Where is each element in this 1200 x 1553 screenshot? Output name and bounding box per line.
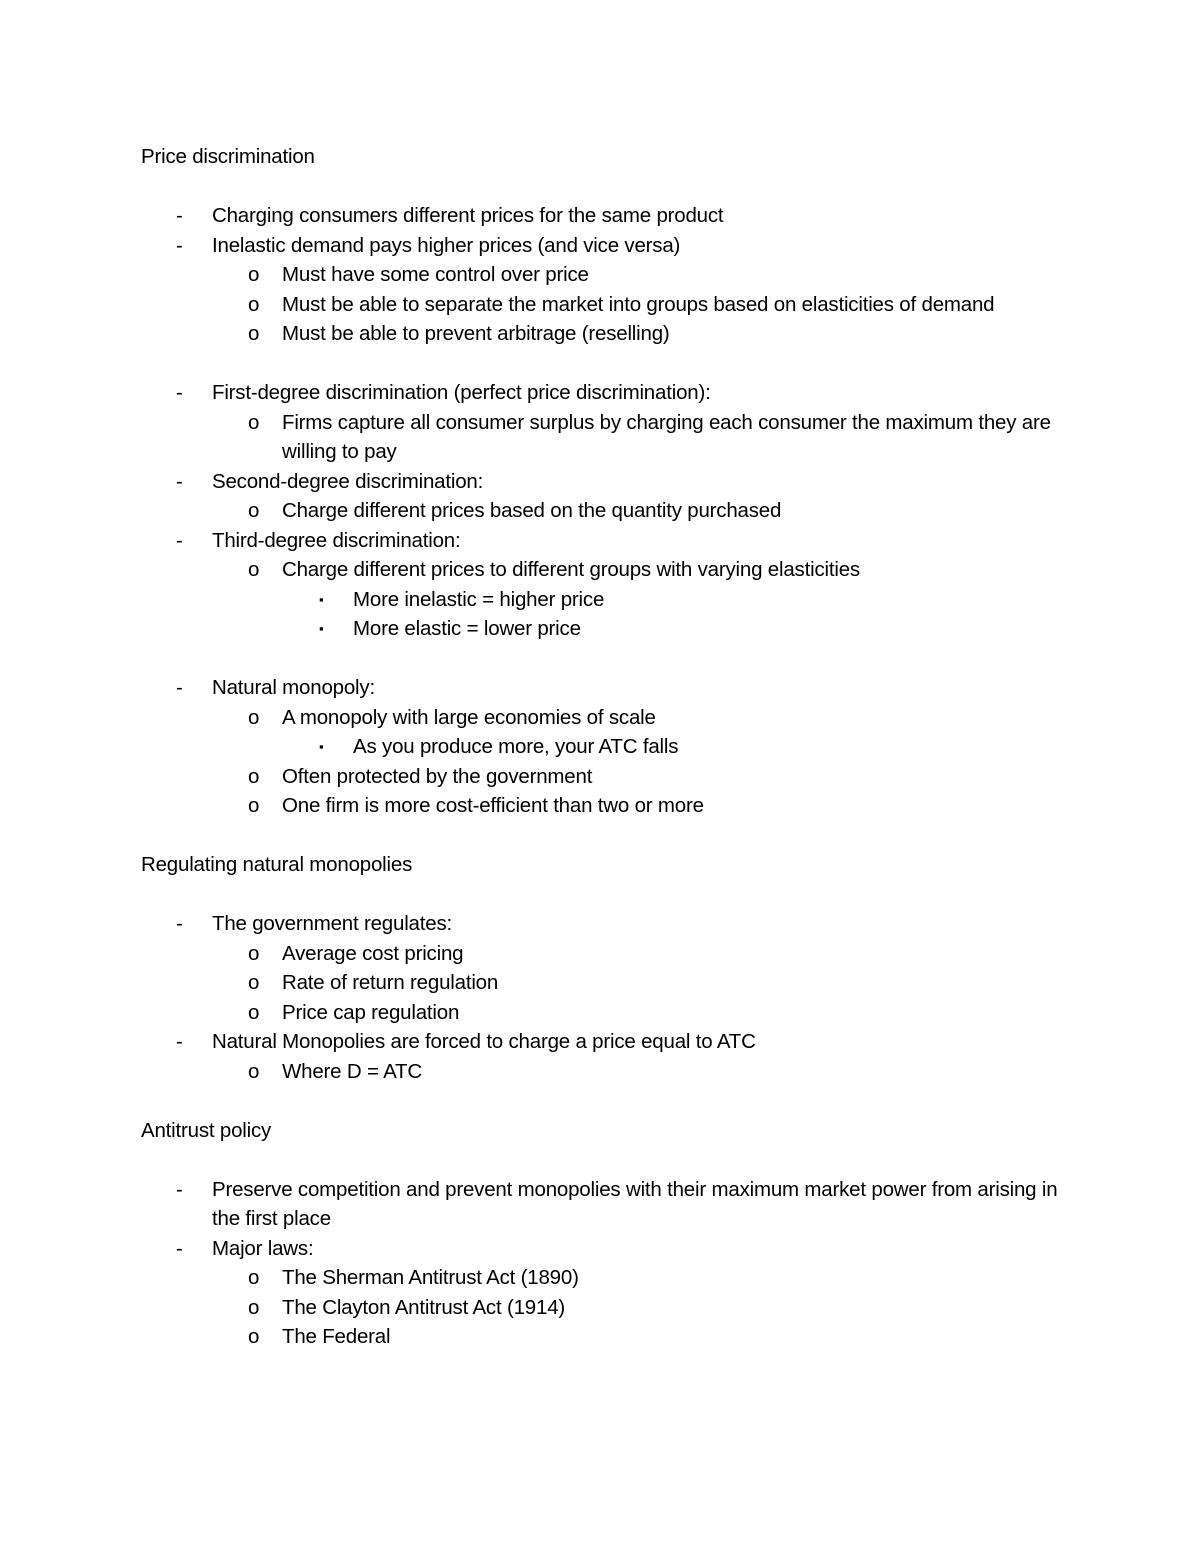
circle-bullet-icon: o [248, 764, 260, 788]
list-item [141, 526, 1081, 556]
section-heading: Price discrimination [141, 145, 315, 168]
list-item [141, 290, 1081, 320]
list-item [141, 585, 1081, 615]
blank-line [141, 880, 1081, 910]
list-item [141, 1293, 1081, 1323]
square-bullet-icon: ▪ [319, 739, 324, 754]
circle-bullet-icon: o [248, 794, 260, 817]
list-item-text: Natural Monopolies are forced to charge a price equal to ATC [212, 1030, 756, 1053]
dash-bullet-icon: - [176, 233, 183, 257]
list-item-text: Major laws: [212, 1236, 314, 1260]
dash-bullet-icon: - [176, 912, 183, 935]
blank-line [141, 1145, 1081, 1175]
dash-bullet-icon: - [176, 381, 183, 404]
list-item-text: Must be able to separate the market into groups based on elasticities of demand [282, 292, 995, 316]
dash-bullet-icon: - [176, 676, 183, 699]
dash-bullet-icon: - [176, 1236, 183, 1260]
list-item [141, 378, 1081, 408]
list-item-text: More inelastic = higher price [353, 587, 605, 611]
dash-bullet-icon: - [176, 528, 183, 552]
list-item [141, 939, 1081, 969]
dash-bullet-icon: - [176, 204, 183, 227]
circle-bullet-icon: o [248, 263, 260, 286]
section-heading: Regulating natural monopolies [141, 853, 413, 876]
list-item-text: Charge different prices based on the quantity purchased [282, 499, 782, 522]
list-item [141, 673, 1081, 703]
circle-bullet-icon: o [248, 1266, 260, 1289]
list-item [141, 260, 1081, 290]
dash-bullet-icon: - [176, 469, 183, 493]
list-item-text: More elastic = lower price [353, 617, 581, 640]
list-item-text: A monopoly with large economies of scale [282, 705, 656, 729]
circle-bullet-icon: o [248, 941, 260, 965]
circle-bullet-icon: o [248, 322, 260, 345]
list-item [141, 467, 1081, 497]
list-item [141, 968, 1081, 998]
list-item [141, 201, 1081, 231]
list-item-text: Preserve competition and prevent monopolies with their maximum market power from arising in the first place [212, 1177, 1058, 1230]
circle-bullet-icon: o [248, 971, 260, 994]
list-item-text: Inelastic demand pays higher prices (and vice versa) [212, 233, 681, 257]
square-bullet-icon: ▪ [319, 621, 324, 636]
list-item-text: The Sherman Antitrust Act (1890) [282, 1266, 579, 1289]
list-item [141, 496, 1081, 526]
circle-bullet-icon: o [248, 1325, 260, 1348]
circle-bullet-icon: o [248, 558, 260, 581]
list-item-text: As you produce more, your ATC falls [353, 735, 679, 758]
list-item [141, 231, 1081, 261]
list-item [141, 1234, 1081, 1264]
list-item-text: Third-degree discrimination: [212, 528, 461, 552]
list-item-text: Often protected by the government [282, 764, 593, 788]
list-item [141, 1175, 1081, 1234]
list-item-text: Must have some control over price [282, 263, 589, 286]
list-item-text: Charge different prices to different groups with varying elasticities [282, 558, 860, 581]
dash-bullet-icon: - [176, 1177, 183, 1201]
list-item-text: Average cost pricing [282, 941, 464, 965]
list-item [141, 555, 1081, 585]
list-item [141, 614, 1081, 644]
circle-bullet-icon: o [248, 1000, 260, 1024]
circle-bullet-icon: o [248, 292, 260, 316]
list-item [141, 1263, 1081, 1293]
list-item-text: The Clayton Antitrust Act (1914) [282, 1295, 566, 1319]
list-item [141, 703, 1081, 733]
list-item [141, 1027, 1081, 1057]
blank-line [141, 821, 1081, 851]
list-item [141, 909, 1081, 939]
circle-bullet-icon: o [248, 410, 260, 434]
list-item [141, 1322, 1081, 1352]
document-body [141, 142, 1081, 1352]
blank-line [141, 1086, 1081, 1116]
list-item [141, 762, 1081, 792]
circle-bullet-icon: o [248, 1059, 260, 1083]
list-item-text: Natural monopoly: [212, 676, 375, 699]
blank-line [141, 644, 1081, 674]
circle-bullet-icon: o [248, 499, 260, 522]
list-item [141, 319, 1081, 349]
list-item-text: The Federal [282, 1325, 391, 1348]
list-item [141, 998, 1081, 1028]
list-item-text: Charging consumers different prices for the same product [212, 204, 724, 227]
list-item [141, 732, 1081, 762]
circle-bullet-icon: o [248, 1295, 260, 1319]
list-item-text: The government regulates: [212, 912, 452, 935]
list-item-text: Rate of return regulation [282, 971, 499, 994]
list-item-text: Price cap regulation [282, 1000, 460, 1024]
blank-line [141, 349, 1081, 379]
list-item [141, 408, 1081, 467]
list-item-text: Must be able to prevent arbitrage (reselling) [282, 322, 670, 345]
dash-bullet-icon: - [176, 1030, 183, 1053]
section-heading: Antitrust policy [141, 1118, 272, 1142]
list-item [141, 1057, 1081, 1087]
circle-bullet-icon: o [248, 705, 260, 729]
blank-line [141, 172, 1081, 202]
list-item-text: Where D = ATC [282, 1059, 422, 1083]
list-item-text: One firm is more cost-efficient than two or more [282, 794, 704, 817]
list-item-text: Second-degree discrimination: [212, 469, 484, 493]
list-item-text: Firms capture all consumer surplus by charging each consumer the maximum they are willing to pay [282, 410, 1051, 463]
list-item-text: First-degree discrimination (perfect price discrimination): [212, 381, 711, 404]
square-bullet-icon: ▪ [319, 591, 324, 607]
list-item [141, 791, 1081, 821]
